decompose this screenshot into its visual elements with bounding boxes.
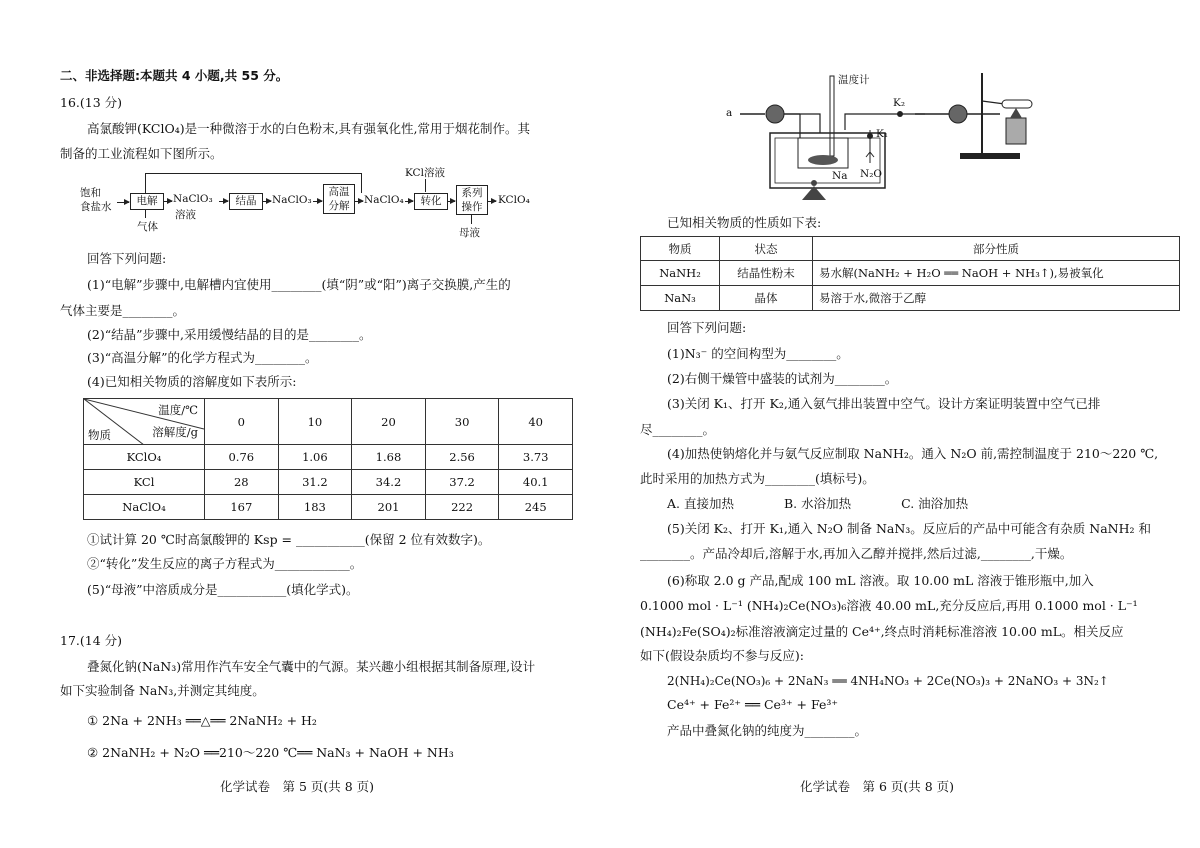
q16-p1a: (1)“电解”步骤中,电解槽内宜使用________(填“阴”或“阳”)离子交换膜,产生的: [87, 277, 511, 292]
cell: 37.2: [425, 470, 499, 495]
q17-p5a: (5)关闭 K₂、打开 K₁,通入 N₂O 制备 NaN₃。反应后的产品中可能含有杂质 NaNH₂ 和: [667, 521, 1151, 536]
q17-p6c: (NH₄)₂Fe(SO₄)₂标准溶液滴定过量的 Ce⁴⁺,终点时消耗标准溶液 10.00 mL。相关反应: [640, 624, 1124, 639]
step-series-operation: [456, 185, 488, 215]
q16-p2: (2)“结晶”步骤中,采用缓慢结晶的目的是________。: [87, 327, 372, 342]
q17-p3a: (3)关闭 K₁、打开 K₂,通入氨气排出装置中空气。设计方案证明装置中空气已排: [667, 396, 1101, 411]
cell: 1.06: [278, 445, 352, 470]
cell: 201: [352, 495, 426, 520]
flow-start-2: 食盐水: [80, 201, 112, 213]
q17-p6e: 产品中叠氮化钠的纯度为________。: [667, 723, 868, 738]
flow-start-1: 饱和: [80, 187, 101, 199]
flow-prod1-2: 溶液: [175, 209, 196, 221]
q17-p6a: (6)称取 2.0 g 产品,配成 100 mL 溶液。取 10.00 mL 溶液于锥形瓶中,加入: [667, 573, 1094, 588]
cell: 245: [499, 495, 573, 520]
cell: 晶体: [720, 286, 813, 311]
flow-arrow: [405, 201, 413, 202]
temp-header: 30: [425, 399, 499, 445]
header-cell: 物质: [641, 237, 720, 261]
flow-arrow: [313, 201, 322, 202]
temp-header: 10: [278, 399, 352, 445]
answer-prompt: 回答下列问题:: [667, 320, 747, 335]
section-header: 二、非选择题:本题共 4 小题,共 55 分。: [60, 68, 289, 83]
q16-p4: (4)已知相关物质的溶解度如下表所示:: [87, 374, 297, 389]
step-conversion: 转化: [414, 193, 448, 210]
label-na: Na: [832, 170, 848, 182]
flow-arrow: [447, 201, 455, 202]
row-name: KClO₄: [84, 445, 205, 470]
temp-header: 20: [352, 399, 426, 445]
cell: 183: [278, 495, 352, 520]
cell: 易溶于水,微溶于乙醇: [813, 286, 1180, 311]
cell: NaNH₂: [641, 261, 720, 286]
page-6: [640, 0, 1200, 848]
page-footer: 化学试卷 第 5 页(共 8 页): [220, 779, 375, 794]
flow-mother: 母液: [459, 227, 480, 239]
header-cell: 状态: [720, 237, 813, 261]
q16-p3: (3)“高温分解”的化学方程式为________。: [87, 350, 318, 365]
label-n2o: N₂O: [860, 168, 883, 180]
q17-p6d: 如下(假设杂质均不参与反应):: [640, 648, 804, 663]
q16-answer-prompt: 回答下列问题:: [87, 251, 167, 266]
cell: 0.76: [205, 445, 279, 470]
q17-p2: (2)右侧干燥管中盛装的试剂为________。: [667, 371, 898, 386]
cell: 167: [205, 495, 279, 520]
flow-prod3: NaClO₄: [364, 194, 404, 206]
cell: 3.73: [499, 445, 573, 470]
flow-prod1-1: NaClO₃: [173, 193, 213, 205]
flow-arrow: [117, 202, 129, 203]
q17-p4a: (4)加热使钠熔化并与氨气反应制取 NaNH₂。通入 N₂O 前,需控制温度于 210～220 ℃,: [667, 446, 1159, 461]
q17-intro-2: 如下实验制备 NaN₃,并测定其纯度。: [60, 683, 265, 698]
q17-p5b: ________。产品冷却后,溶解于水,再加入乙醇并搅拌,然后过滤,________,干燥。: [640, 546, 1073, 561]
cell: 结晶性粉末: [720, 261, 813, 286]
q17-p6b: 0.1000 mol · L⁻¹ (NH₄)₂Ce(NO₃)₆溶液 40.00 mL,充分反应后,再用 0.1000 mol · L⁻¹: [640, 598, 1138, 613]
cell: NaN₃: [641, 286, 720, 311]
q16-p4-1: ①试计算 20 ℃时高氯酸钾的 Ksp = ___________(保留 2 位有效数字)。: [87, 532, 491, 547]
q16-p4-2: ②“转化”发生反应的离子方程式为____________。: [87, 556, 363, 571]
cell: 28: [205, 470, 279, 495]
corner-sub: 物质: [88, 428, 111, 442]
cell: 易水解(NaNH₂ + H₂O ══ NaOH + NH₃↑),易被氧化: [813, 261, 1180, 286]
corner-temp: 温度/℃: [158, 403, 198, 417]
q17-p1: (1)N₃⁻ 的空间构型为________。: [667, 346, 849, 361]
property-table: [640, 236, 1180, 311]
q17-options: A. 直接加热 B. 水浴加热 C. 油浴加热: [667, 496, 969, 511]
cell: 222: [425, 495, 499, 520]
mother-line: [471, 214, 472, 224]
q17-number: 17.(14 分): [60, 633, 123, 648]
flow-kcl: KCl溶液: [405, 167, 445, 179]
page-footer: 化学试卷 第 6 页(共 8 页): [800, 779, 955, 794]
flow-final: KClO₄: [498, 194, 530, 206]
reaction-1: 2(NH₄)₂Ce(NO₃)₆ + 2NaN₃ ══ 4NH₄NO₃ + 2Ce(NO₃)₃ + 2NaNO₃ + 3N₂↑: [667, 674, 1109, 688]
flow-arrow: [219, 201, 228, 202]
apparatus-svg: [720, 68, 1120, 213]
step5-line-1: 系列: [461, 187, 483, 199]
temp-header: 40: [499, 399, 573, 445]
cell: 31.2: [278, 470, 352, 495]
cell: 40.1: [499, 470, 573, 495]
label-k1: K₁: [876, 128, 889, 140]
q16-intro-1: 高氯酸钾(KClO₄)是一种微溶于水的白色粉末,具有强氧化性,常用于烟花制作。其: [87, 121, 531, 136]
q16-p5: (5)“母液”中溶质成分是___________(填化学式)。: [87, 582, 359, 597]
step-crystallization: 结晶: [229, 193, 263, 210]
solubility-table: [83, 398, 573, 520]
flow-gas: 气体: [137, 221, 158, 233]
step-electrolysis: 电解: [130, 193, 164, 210]
known-props: 已知相关物质的性质如下表:: [667, 215, 822, 230]
q17-intro-1: 叠氮化钠(NaN₃)常用作汽车安全气囊中的气源。某兴趣小组根据其制备原理,设计: [87, 659, 536, 674]
table-corner: [84, 399, 205, 445]
flow-prod2: NaClO₃: [272, 194, 312, 206]
label-thermometer: 温度计: [838, 74, 870, 86]
q17-p3b: 尽________。: [640, 422, 716, 437]
step-decomposition: [323, 184, 355, 214]
cell: 1.68: [352, 445, 426, 470]
kcl-line: [425, 179, 426, 192]
q16-number: 16.(13 分): [60, 95, 123, 110]
q17-eq2: ② 2NaNH₂ + N₂O ══210～220 ℃══ NaN₃ + NaOH + NH₃: [87, 745, 454, 760]
corner-sol: 溶解度/g: [152, 425, 198, 439]
reaction-2: Ce⁴⁺ + Fe²⁺ ══ Ce³⁺ + Fe³⁺: [667, 697, 838, 712]
apparatus-diagram: [720, 68, 1120, 213]
q17-eq1: ① 2Na + 2NH₃ ══△══ 2NaNH₂ + H₂: [87, 713, 317, 728]
step3-line-2: 分解: [328, 200, 350, 212]
step3-line-1: 高温: [328, 186, 350, 198]
cell: 34.2: [352, 470, 426, 495]
header-cell: 部分性质: [813, 237, 1180, 261]
cell: 2.56: [425, 445, 499, 470]
q16-intro-2: 制备的工业流程如下图所示。: [60, 146, 223, 161]
flow-arrow: [262, 201, 271, 202]
label-a: a: [726, 107, 733, 119]
gas-line: [145, 209, 146, 218]
label-k2: K₂: [893, 97, 906, 109]
q16-p1b: 气体主要是________。: [60, 303, 186, 318]
flow-arrow: [354, 201, 363, 202]
temp-header: 0: [205, 399, 279, 445]
row-name: KCl: [84, 470, 205, 495]
flow-arrow: [487, 201, 496, 202]
row-name: NaClO₄: [84, 495, 205, 520]
page-5: [60, 0, 620, 848]
process-flow-diagram: [80, 165, 580, 245]
q17-p4b: 此时采用的加热方式为________(填标号)。: [640, 471, 875, 486]
step5-line-2: 操作: [461, 201, 483, 213]
flow-arrow: [163, 201, 172, 202]
